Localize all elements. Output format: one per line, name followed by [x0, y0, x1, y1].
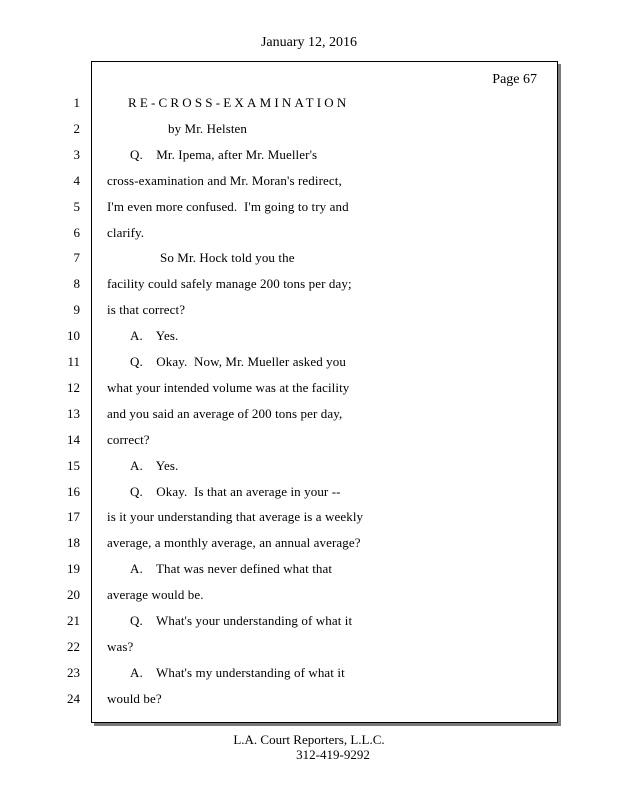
transcript-line [0, 586, 600, 612]
line-text: and you said an average of 200 tons per day, [107, 405, 343, 421]
line-number: 7 [73, 250, 80, 266]
transcript-line [0, 612, 600, 638]
line-text: Q. Okay. Is that an average in your -- [130, 483, 341, 499]
footer [0, 732, 618, 762]
transcript-line [0, 94, 600, 120]
footer-phone: 312-419-9292 [296, 747, 370, 762]
line-text: average, a monthly average, an annual average? [107, 535, 361, 551]
line-number: 9 [73, 302, 80, 318]
line-number: 15 [67, 457, 80, 473]
transcript-line [0, 508, 600, 534]
line-text: clarify. [107, 224, 145, 240]
line-text: average would be. [107, 587, 204, 603]
line-number: 19 [67, 561, 80, 577]
line-text: would be? [107, 690, 162, 706]
footer-company: L.A. Court Reporters, L.L.C. [233, 732, 385, 747]
transcript-line [0, 275, 600, 301]
line-text: A. That was never defined what that [130, 561, 333, 577]
transcript-line [0, 664, 600, 690]
line-number: 17 [67, 509, 80, 525]
transcript-line [0, 457, 600, 483]
line-text: facility could safely manage 200 tons per day; [107, 276, 352, 292]
line-text: by Mr. Helsten [168, 120, 248, 136]
line-number: 1 [73, 95, 80, 110]
transcript-line [0, 353, 600, 379]
line-number: 14 [67, 431, 80, 447]
transcript-line [0, 198, 600, 224]
transcript-line [0, 327, 600, 353]
transcript-line [0, 534, 600, 560]
line-number: 3 [73, 146, 80, 162]
line-number: 6 [73, 224, 80, 240]
line-text: Q. Mr. Ipema, after Mr. Mueller's [130, 146, 318, 162]
transcript-line [0, 638, 600, 664]
line-text: was? [107, 638, 134, 654]
transcript-line [0, 249, 600, 275]
transcript-line [0, 301, 600, 327]
line-number: 8 [73, 276, 80, 292]
line-number: 22 [67, 638, 80, 654]
line-text: So Mr. Hock told you the [160, 250, 295, 266]
line-number: 21 [67, 613, 80, 628]
transcript-line [0, 560, 600, 586]
line-number: 13 [67, 405, 80, 421]
transcript-line [0, 224, 600, 250]
line-text: is that correct? [107, 302, 186, 318]
line-number: 4 [73, 172, 80, 188]
transcript-line [0, 120, 600, 146]
line-text: what your intended volume was at the facility [107, 379, 350, 395]
header-date: January 12, 2016 [260, 35, 358, 50]
line-number: 20 [67, 587, 80, 603]
line-text: A. Yes. [130, 457, 179, 473]
line-number: 11 [67, 354, 80, 369]
transcript-line [0, 483, 600, 509]
line-number: 2 [73, 120, 80, 136]
line-text: RE-CROSS-EXAMINATION [128, 95, 350, 110]
transcript-line [0, 431, 600, 457]
transcript-line [0, 379, 600, 405]
line-number: 5 [73, 198, 80, 214]
line-number: 18 [67, 535, 80, 551]
line-text: Q. Okay. Now, Mr. Mueller asked you [130, 354, 346, 369]
line-text: correct? [107, 431, 150, 447]
line-number: 24 [67, 690, 80, 706]
line-number: 16 [67, 483, 80, 499]
line-number: 23 [67, 664, 80, 680]
line-text: I'm even more confused. I'm going to try and [107, 198, 349, 214]
line-number: 12 [67, 379, 80, 395]
line-text: Q. What's your understanding of what it [130, 613, 353, 628]
line-text: A. What's my understanding of what it [130, 664, 345, 680]
line-text: cross-examination and Mr. Moran's redirect, [107, 172, 342, 188]
page-number: Page 67 [492, 72, 537, 87]
transcript-line [0, 172, 600, 198]
transcript-line [0, 146, 600, 172]
transcript-line [0, 690, 600, 716]
transcript-line [0, 405, 600, 431]
line-text: A. Yes. [130, 328, 179, 344]
line-number: 10 [67, 328, 80, 344]
line-text: is it your understanding that average is a weekly [107, 509, 364, 525]
